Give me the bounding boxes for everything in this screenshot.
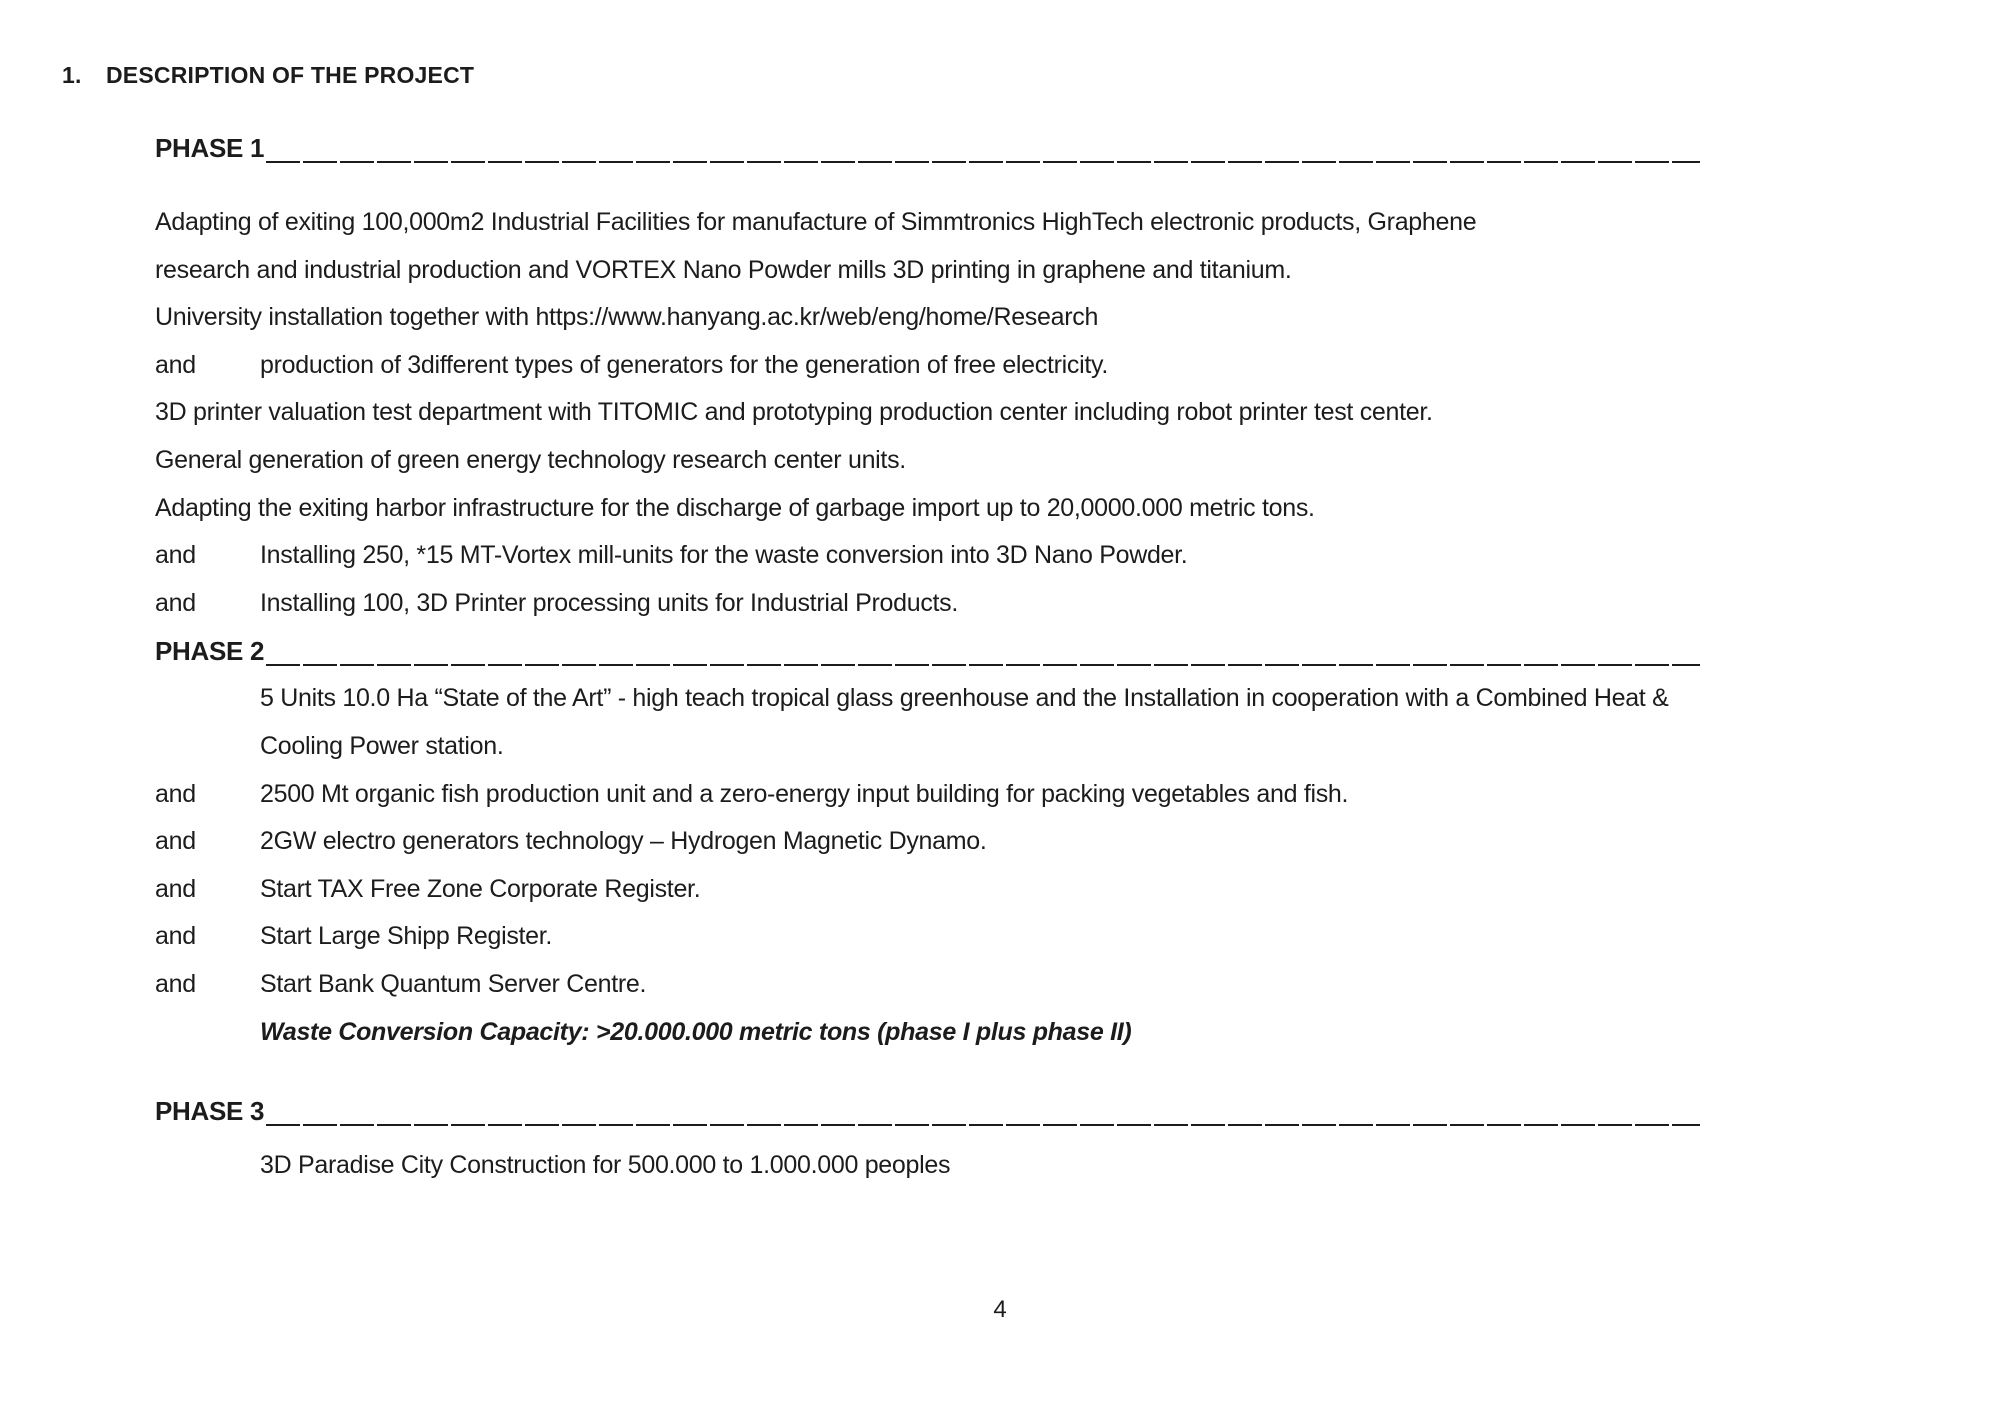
line-prefix: and xyxy=(155,541,196,570)
phase3-label: PHASE 3 xyxy=(155,1096,265,1127)
line-text: Adapting of exiting 100,000m2 Industrial Facilities for manufacture of Simmtronics HighTech electronic products, Graphene xyxy=(155,208,1477,236)
line-text: 2GW electro generators technology – Hydrogen Magnetic Dynamo. xyxy=(260,827,987,856)
paragraph-line xyxy=(155,913,1700,961)
line-text: Installing 250, *15 MT-Vortex mill-units for the waste conversion into 3D Nano Powder. xyxy=(260,541,1188,570)
phase1-underline xyxy=(266,161,1700,163)
paragraph-line xyxy=(155,818,1700,866)
paragraph-line xyxy=(155,580,1700,628)
line-prefix: and xyxy=(155,922,196,951)
paragraph-line xyxy=(155,532,1700,580)
line-text: University installation together with https://www.hanyang.ac.kr/web/eng/home/Research xyxy=(155,303,1099,332)
page-number: 4 xyxy=(993,1296,1007,1323)
phase2-underline xyxy=(266,664,1700,666)
paragraph-line xyxy=(155,771,1700,819)
phase2-header xyxy=(155,627,1700,675)
line-prefix: and xyxy=(155,874,196,903)
paragraph-line xyxy=(155,866,1700,914)
section-number: 1. xyxy=(62,62,82,88)
paragraph-line xyxy=(155,199,1700,247)
line-text: 5 Units 10.0 Ha “State of the Art” - high teach tropical glass greenhouse and the Installation in cooperation with a Combined Heat & xyxy=(260,684,1669,713)
line-text: Start Bank Quantum Server Centre. xyxy=(260,969,647,998)
line-text: Start TAX Free Zone Corporate Register. xyxy=(260,874,701,903)
phase3-header xyxy=(155,1087,1700,1135)
section-heading xyxy=(62,62,474,89)
paragraph-line xyxy=(155,342,1700,390)
paragraph-line xyxy=(155,247,1700,295)
line-prefix: and xyxy=(155,588,196,617)
phase3-underline xyxy=(266,1124,1700,1126)
line-text: 3D Paradise City Construction for 500.000 to 1.000.000 peoples xyxy=(260,1151,951,1180)
line-text: 2500 Mt organic fish production unit and a zero-energy input building for packing vegetables and fish. xyxy=(260,779,1349,808)
phase1-label: PHASE 1 xyxy=(155,133,265,163)
paragraph-line xyxy=(155,723,1700,771)
line-prefix: and xyxy=(155,827,196,856)
paragraph-line xyxy=(155,437,1700,485)
line-text: Installing 100, 3D Printer processing units for Industrial Products. xyxy=(260,588,959,617)
line-prefix: and xyxy=(155,350,196,379)
paragraph-line xyxy=(155,1142,1700,1190)
line-prefix: and xyxy=(155,779,196,808)
line-text: General generation of green energy technology research center units. xyxy=(155,445,906,474)
line-text: production of 3different types of generators for the generation of free electricity. xyxy=(260,350,1108,379)
line-text: Waste Conversion Capacity: >20.000.000 metric tons (phase I plus phase II) xyxy=(260,1017,1132,1046)
line-text: research and industrial production and VORTEX Nano Powder mills 3D printing in graphene and titanium. xyxy=(155,255,1292,284)
phase1-header xyxy=(155,124,1700,172)
paragraph-line xyxy=(155,294,1700,342)
line-text: Adapting the exiting harbor infrastructure for the discharge of garbage import up to 20,0000.000 metric tons. xyxy=(155,493,1315,522)
paragraph-line xyxy=(155,485,1700,533)
paragraph-line xyxy=(155,961,1700,1009)
line-text: Cooling Power station. xyxy=(260,731,504,760)
line-text: 3D printer valuation test department with TITOMIC and prototyping production center including robot printer test center. xyxy=(155,398,1433,427)
line-prefix: and xyxy=(155,969,196,998)
section-title: DESCRIPTION OF THE PROJECT xyxy=(106,62,475,88)
paragraph-line xyxy=(155,389,1700,437)
paragraph-line xyxy=(155,675,1700,723)
document-body xyxy=(155,124,1700,1190)
waste-conversion-note xyxy=(155,1009,1700,1057)
line-text: Start Large Shipp Register. xyxy=(260,922,553,951)
phase2-label: PHASE 2 xyxy=(155,636,265,667)
